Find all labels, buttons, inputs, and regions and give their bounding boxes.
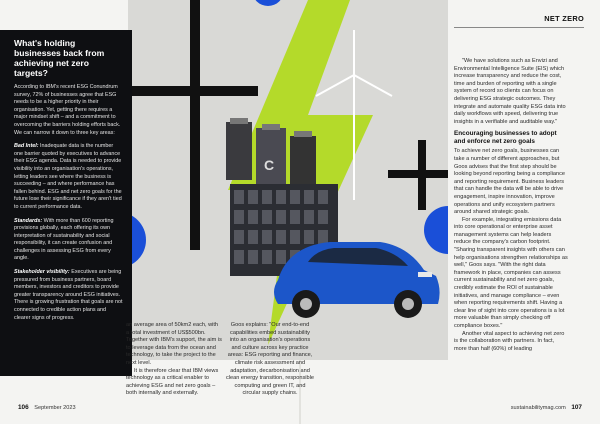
website-link[interactable]: sustainabilitymag.com [510, 405, 566, 411]
sidebar-item-label: Bad Intel: [14, 143, 39, 150]
footer-right [511, 404, 582, 411]
sidebar-item-stakeholder [14, 269, 123, 322]
paragraph: For example, integrating emissions data into core operational or enterprise asset management systems can help leaders reduce the company's carbon footprint. "Sharing transparent insights with others can help organisations strengthen relationships as well," Goos says. "With the right data framework in place, companies can assess current sustainability and net zero goals, credibly estimate the ROI of sustainable initiatives, and manage compliance – even when reporting requirements shift. Having a clear line of sight into core operations is a lot more valuable than simply checking off compliance boxes." [454, 216, 568, 329]
paragraph: Goos explains: "Our end-to-end capabilities embed sustainability into an organisation's operations and culture across key practice areas: ESG reporting and finance, climate risk assessment and adaptation, decarbonisation and clean energy transition, responsible computing and green IT, and circular supply chains. [226, 322, 314, 397]
sidebar-item-text: Executives are being pressured from business partners, board members, investors and creditors to provide greater transparency around ESG initiatives. There is growing frustration that goals are not connected to credible action plans and clearer signs of progress. [14, 269, 123, 321]
plus-right-h [388, 170, 448, 178]
paragraph: an average area of 50km2 each, with a total investment of US$500bn. Together with IBM's support, the aim is to leverage data from the ocean and technology, to take the project to the next level. [126, 322, 222, 366]
article-column-3 [454, 58, 568, 353]
sidebar-item-bad-intel [14, 143, 123, 211]
illustration-svg [118, 0, 448, 360]
section-rule [454, 27, 584, 28]
svg-text:C: C [264, 157, 275, 173]
sidebar-item-text: Inadequate data is the number one barrier quoted by executives to advance their ESG agenda. Data is needed to provide visibility into an organisation's operations, letting leaders see where the business is succeeding – and where performance has fallen behind. ESG and net zero goals for the future lose their significance if they aren't tied to current performance data. [14, 143, 122, 210]
article-column-1 [126, 322, 222, 398]
paragraph: "We have solutions such as Envizi and Environmental Intelligence Suite (EIS) which increase transparency and reduce the cost, time and burden of reporting with a single system of record so clients can focus on delivering ESG strategic outcomes. They integrate and automate quality ESG data into daily workflows with speed, delivering true insights in a verifiable and auditable way." [454, 58, 566, 125]
article-column-2 [226, 322, 314, 398]
sidebar-box [0, 30, 132, 376]
cross-horizontal [128, 86, 258, 96]
sidebar-item-label: Standards: [14, 217, 43, 224]
paragraph: It is therefore clear that IBM views technology as a critical enabler to achieving ESG and net zero goals – both internally and externally. [126, 367, 219, 397]
issue-date: September 2023 [34, 405, 76, 411]
section-tag: NET ZERO [544, 14, 584, 23]
sidebar-item-label: Stakeholder visibility: [14, 269, 70, 276]
footer-left [18, 404, 76, 411]
paragraph: Another vital aspect to achieving net zero is the collaboration with partners. In fact, more than half (60%) of leading [454, 330, 565, 352]
sidebar-title: What's holding businesses back from achieving net zero targets? [14, 38, 105, 78]
subheading: Encouraging businesses to adopt and enforce net zero goals [454, 130, 557, 146]
page-number: 107 [571, 404, 582, 411]
cross-vertical [190, 0, 200, 250]
sidebar-intro: According to IBM's recent ESG Conundrum survey, 72% of businesses agree that ESG needs to be a higher priority in their organisation. Yet, getting there requires a major mindset shift – and a commitment to overcoming the barriers holding efforts back. We can narrow it down to three key areas: [14, 84, 121, 136]
hero-illustration [118, 0, 448, 360]
sidebar-item-standards [14, 218, 123, 264]
page-number: 106 [18, 404, 29, 411]
sidebar-item-text: With more than 600 reporting provisions globally, each offering its own interpretation of sustainability and social responsibility, it can create confusion and challenges in assessing ESG from every angle. [14, 217, 114, 262]
paragraph: To achieve net zero goals, businesses can take a number of different approaches, but Goos advises that the first step should be looking beyond reporting being a compliance and reporting requirement. Business leaders that can handle the data will be able to drive engagement, inspire innovation, improve operations and unify ecosystem partners around shared strategic goals. [454, 148, 566, 216]
